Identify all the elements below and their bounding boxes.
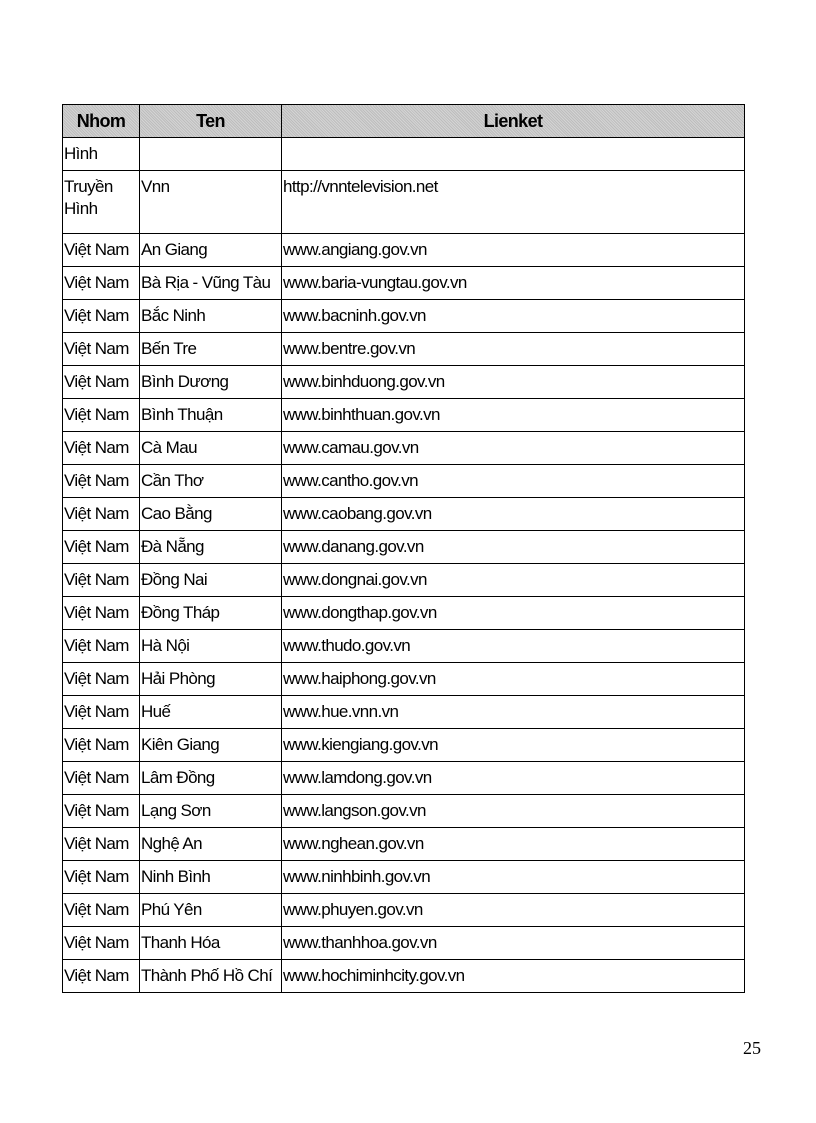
cell-ten: Huế: [140, 696, 282, 729]
cell-nhom: Việt Nam: [63, 234, 140, 267]
table-row: [63, 366, 745, 399]
table-row: [63, 399, 745, 432]
header-lienket: Lienket: [282, 105, 745, 138]
table-row: [63, 630, 745, 663]
table-row: [63, 861, 745, 894]
cell-ten: Phú Yên: [140, 894, 282, 927]
cell-nhom: Việt Nam: [63, 663, 140, 696]
table-row: [63, 171, 745, 234]
cell-nhom: Hình: [63, 138, 140, 171]
page-number: 25: [743, 1038, 761, 1058]
cell-lienket: [282, 138, 745, 171]
cell-lienket: www.ninhbinh.gov.vn: [282, 861, 745, 894]
cell-lienket: www.thudo.gov.vn: [282, 630, 745, 663]
table-row: [63, 564, 745, 597]
table-row: [63, 894, 745, 927]
links-table: [62, 104, 745, 993]
cell-nhom: Việt Nam: [63, 366, 140, 399]
cell-ten: Vnn: [140, 171, 282, 234]
cell-nhom: Việt Nam: [63, 564, 140, 597]
cell-nhom: Việt Nam: [63, 729, 140, 762]
cell-ten: Bà Rịa - Vũng Tàu: [140, 267, 282, 300]
cell-nhom: Việt Nam: [63, 531, 140, 564]
cell-ten: Bình Thuận: [140, 399, 282, 432]
table-row: [63, 234, 745, 267]
cell-lienket: www.hochiminhcity.gov.vn: [282, 960, 745, 993]
table-row: [63, 663, 745, 696]
cell-ten: [140, 138, 282, 171]
cell-nhom: Việt Nam: [63, 960, 140, 993]
cell-ten: Đà Nẵng: [140, 531, 282, 564]
cell-lienket: www.baria-vungtau.gov.vn: [282, 267, 745, 300]
cell-ten: Nghệ An: [140, 828, 282, 861]
cell-lienket: www.binhthuan.gov.vn: [282, 399, 745, 432]
cell-ten: Đồng Nai: [140, 564, 282, 597]
cell-ten: Lạng Sơn: [140, 795, 282, 828]
cell-lienket: www.lamdong.gov.vn: [282, 762, 745, 795]
cell-nhom: Việt Nam: [63, 597, 140, 630]
cell-nhom: Việt Nam: [63, 498, 140, 531]
cell-lienket: www.haiphong.gov.vn: [282, 663, 745, 696]
table-row: [63, 729, 745, 762]
table-row: [63, 498, 745, 531]
cell-lienket: www.bentre.gov.vn: [282, 333, 745, 366]
cell-nhom: Việt Nam: [63, 696, 140, 729]
cell-ten: Đồng Tháp: [140, 597, 282, 630]
cell-lienket: www.bacninh.gov.vn: [282, 300, 745, 333]
cell-lienket: www.phuyen.gov.vn: [282, 894, 745, 927]
data-table-container: [62, 104, 744, 993]
cell-ten: Cà Mau: [140, 432, 282, 465]
table-body: [63, 138, 745, 993]
cell-lienket: www.dongnai.gov.vn: [282, 564, 745, 597]
cell-ten: Ninh Bình: [140, 861, 282, 894]
cell-nhom: Việt Nam: [63, 399, 140, 432]
cell-lienket: www.angiang.gov.vn: [282, 234, 745, 267]
cell-ten: Bình Dương: [140, 366, 282, 399]
cell-nhom: Việt Nam: [63, 762, 140, 795]
table-row: [63, 465, 745, 498]
cell-lienket: www.caobang.gov.vn: [282, 498, 745, 531]
cell-ten: Cao Bằng: [140, 498, 282, 531]
cell-ten: Hải Phòng: [140, 663, 282, 696]
cell-nhom: Việt Nam: [63, 300, 140, 333]
cell-nhom: Việt Nam: [63, 630, 140, 663]
cell-ten: Thanh Hóa: [140, 927, 282, 960]
table-row: [63, 960, 745, 993]
cell-nhom: Việt Nam: [63, 465, 140, 498]
cell-ten: Hà Nội: [140, 630, 282, 663]
cell-nhom: Việt Nam: [63, 861, 140, 894]
cell-ten: An Giang: [140, 234, 282, 267]
cell-ten: Bắc Ninh: [140, 300, 282, 333]
table-row: [63, 432, 745, 465]
table-row: [63, 927, 745, 960]
cell-nhom: Việt Nam: [63, 795, 140, 828]
cell-nhom: Truyền Hình: [63, 171, 140, 234]
cell-lienket: http://vnntelevision.net: [282, 171, 745, 234]
table-row: [63, 138, 745, 171]
cell-lienket: www.camau.gov.vn: [282, 432, 745, 465]
cell-lienket: www.nghean.gov.vn: [282, 828, 745, 861]
table-row: [63, 333, 745, 366]
cell-lienket: www.langson.gov.vn: [282, 795, 745, 828]
table-row: [63, 762, 745, 795]
cell-nhom: Việt Nam: [63, 828, 140, 861]
cell-ten: Kiên Giang: [140, 729, 282, 762]
cell-nhom: Việt Nam: [63, 927, 140, 960]
cell-nhom: Việt Nam: [63, 267, 140, 300]
table-row: [63, 267, 745, 300]
table-row: [63, 696, 745, 729]
table-row: [63, 795, 745, 828]
header-nhom: Nhom: [63, 105, 140, 138]
table-row: [63, 531, 745, 564]
cell-lienket: www.thanhhoa.gov.vn: [282, 927, 745, 960]
cell-nhom: Việt Nam: [63, 894, 140, 927]
cell-lienket: www.binhduong.gov.vn: [282, 366, 745, 399]
cell-lienket: www.hue.vnn.vn: [282, 696, 745, 729]
cell-ten: Thành Phố Hồ Chí: [140, 960, 282, 993]
cell-ten: Lâm Đồng: [140, 762, 282, 795]
table-row: [63, 597, 745, 630]
header-ten: Ten: [140, 105, 282, 138]
table-row: [63, 300, 745, 333]
cell-lienket: www.cantho.gov.vn: [282, 465, 745, 498]
table-header-row: [63, 105, 745, 138]
cell-lienket: www.kiengiang.gov.vn: [282, 729, 745, 762]
table-row: [63, 828, 745, 861]
cell-ten: Bến Tre: [140, 333, 282, 366]
cell-nhom: Việt Nam: [63, 333, 140, 366]
cell-ten: Cần Thơ: [140, 465, 282, 498]
cell-nhom: Việt Nam: [63, 432, 140, 465]
cell-lienket: www.danang.gov.vn: [282, 531, 745, 564]
cell-lienket: www.dongthap.gov.vn: [282, 597, 745, 630]
